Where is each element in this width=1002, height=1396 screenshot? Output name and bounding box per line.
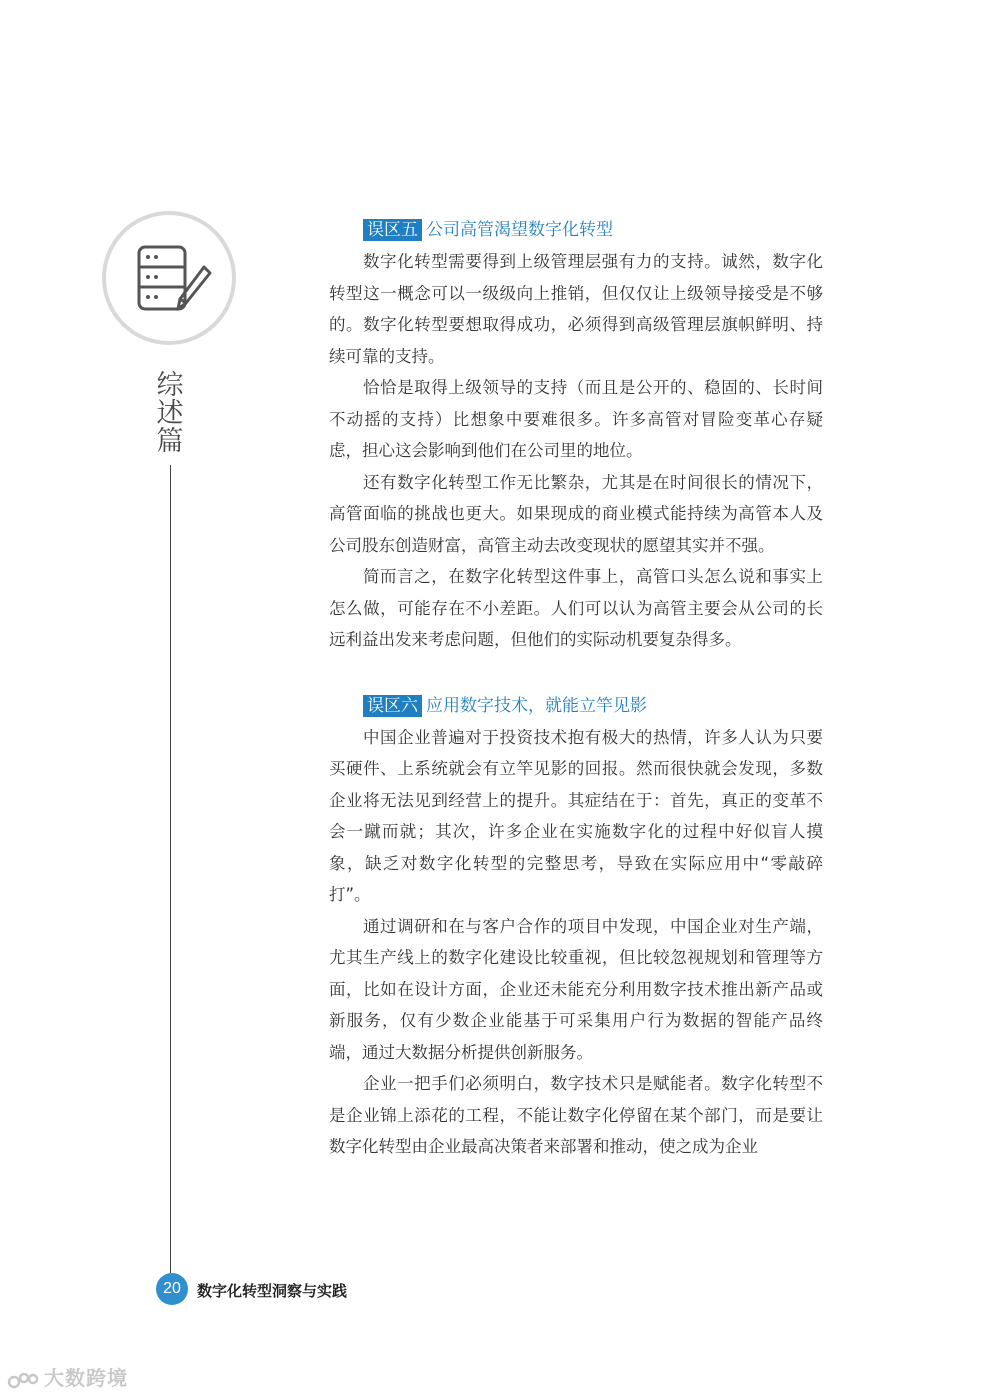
section-heading-5 <box>363 216 823 244</box>
paragraph: 数字化转型需要得到上级管理层强有力的支持。诚然，数字化转型这一概念可以一级级向上推销，但仅仅让上级领导接受是不够的。数字化转型要想取得成功，必须得到高级管理层旗帜鲜明、持续可靠的支持。 <box>329 252 823 366</box>
paragraph: 中国企业普遍对于投资技术抱有极大的热情，许多人认为只要买硬件、上系统就会有立竿见影的回报。然而很快就会发现，多数企业将无法见到经营上的提升。其症结在于：首先，真正的变革不会一蹴而就；其次，许多企业在实施数字化的过程中好似盲人摸象，缺乏对数字化转型的完整思考，导致在实际应用中“零敲碎打”。 <box>329 727 823 904</box>
section-heading-title: 公司高管渴望数字化转型 <box>426 220 613 240</box>
watermark <box>6 1362 128 1391</box>
paragraph: 通过调研和在与客户合作的项目中发现，中国企业对生产端，尤其生产线上的数字化建设比较重视，但比较忽视规划和管理等方面，比如在设计方面，企业还未能充分利用数字技术推出新产品或新服务，仅有少数企业能基于可采集用户行为数据的智能产品终端，通过大数据分析提供创新服务。 <box>329 916 823 1062</box>
watermark-logo-icon <box>6 1370 40 1390</box>
section-heading-6 <box>363 692 823 720</box>
article-body <box>329 216 823 1163</box>
paragraph: 企业一把手们必须明白，数字技术只是赋能者。数字化转型不是企业锦上添花的工程，不能让数字化停留在某个部门，而是要让数字化转型由企业最高决策者来部署和推动，使之成为企业 <box>329 1074 823 1156</box>
myth-tag: 误区五 <box>363 219 422 241</box>
section-icon-circle <box>102 211 236 345</box>
section-title-char: 篇 <box>156 426 184 457</box>
section-title-char: 综 <box>156 370 184 401</box>
myth-tag: 误区六 <box>363 695 422 717</box>
page-number: 20 <box>156 1273 188 1305</box>
section-heading-title: 应用数字技术，就能立竿见影 <box>426 695 647 716</box>
watermark-text: 大数跨境 <box>44 1366 128 1390</box>
book-title: 数字化转型洞察与实践 <box>197 1282 348 1300</box>
section-title-char: 述 <box>156 398 184 429</box>
section-spacer <box>329 656 823 692</box>
paragraph: 简而言之，在数字化转型这件事上，高管口头怎么说和事实上怎么做，可能存在不小差距。人们可以认为高管主要会从公司的长远利益出发来考虑问题，但他们的实际动机要复杂得多。 <box>329 567 823 649</box>
section-title <box>152 372 188 456</box>
document-edit-icon <box>134 241 214 321</box>
paragraph: 还有数字化转型工作无比繁杂，尤其是在时间很长的情况下，高管面临的挑战也更大。如果现成的商业模式能持续为高管本人及公司股东创造财富，高管主动去改变现状的愿望其实并不强。 <box>329 472 823 555</box>
paragraph: 恰恰是取得上级领导的支持（而且是公开的、稳固的、长时间不动摇的支持）比想象中要难很多。许多高管对冒险变革心存疑虑，担心这会影响到他们在公司里的地位。 <box>329 378 823 460</box>
vertical-divider <box>170 465 171 1273</box>
